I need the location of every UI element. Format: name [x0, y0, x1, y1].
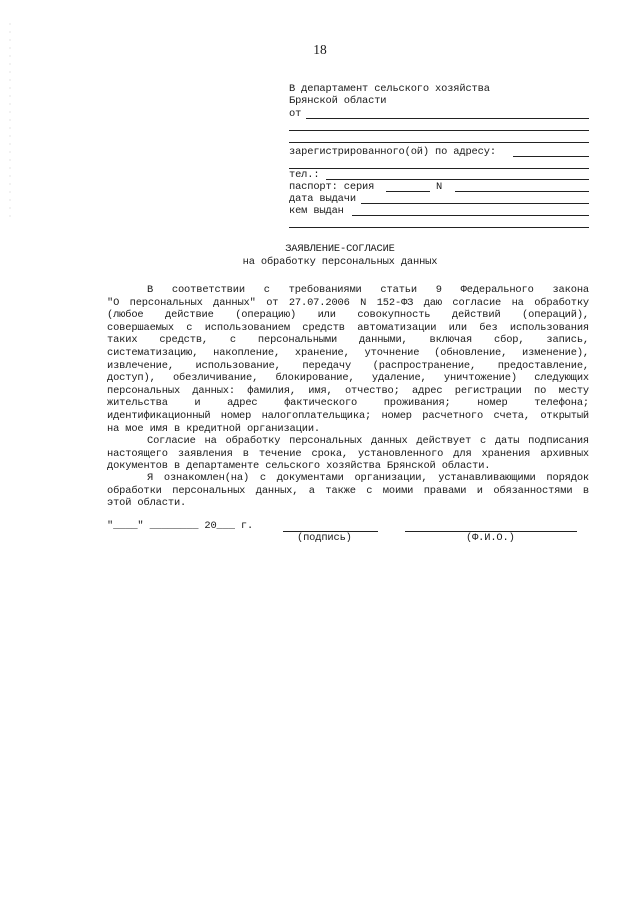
text-line: идентификационный номер налогоплательщика; номер расчетного счета, открытый: [107, 409, 589, 422]
text-line: персональных данных: фамилия, имя, отчество; адрес регистрации по месту: [107, 384, 589, 397]
text-line: систематизацию, накопление, хранение, уточнение (обновление, изменение),: [107, 346, 589, 359]
signature-caption: (подпись): [297, 532, 352, 544]
text-line: В соответствии с требованиями статьи 9 Федерального закона: [147, 284, 589, 296]
document-title: ЗАЯВЛЕНИЕ-СОГЛАСИЕ: [285, 243, 395, 255]
issued-by-label: кем выдан: [289, 205, 344, 217]
passport-series-field[interactable]: [386, 191, 430, 192]
passport-number-field[interactable]: [455, 191, 589, 192]
document-subtitle: на обработку персональных данных: [242, 256, 438, 268]
from-field[interactable]: [306, 118, 589, 119]
text-line: таких средств, с персональными данными, включая сбор, запись,: [107, 334, 589, 347]
from-field-2[interactable]: [289, 130, 589, 131]
passport-number-label: N: [436, 181, 443, 193]
text-line: обработки персональных данных, а также с моими правами и обязанностями в: [107, 484, 589, 497]
text-line: (любое действие (операцию) или совокупность действий (операций),: [107, 309, 589, 322]
issue-date-field[interactable]: [361, 203, 589, 204]
text-line: Я ознакомлен(на) с документами организации, устанавливающими порядок: [147, 472, 589, 484]
address-field-2[interactable]: [289, 168, 589, 169]
addressee-line-1: В департамент сельского хозяйства: [289, 83, 490, 95]
text-line: доступ), обезличивание, блокирование, удаление, уничтожение) следующих: [107, 372, 589, 385]
issued-by-field-2[interactable]: [289, 227, 589, 228]
validity-paragraph: [107, 435, 589, 473]
text-line: жительства и адрес фактического проживания; номер телефона;: [107, 397, 589, 410]
text-line: "О персональных данных" от 27.07.2006 N 152-ФЗ даю согласие на обработку: [107, 296, 589, 309]
text-line: извлечение, использование, передачу (распространение, предоставление,: [107, 359, 589, 372]
address-field[interactable]: [513, 156, 589, 157]
phone-field[interactable]: [326, 179, 589, 180]
text-line: настоящего заявления в течение срока, установленного для хранения архивных: [107, 447, 589, 460]
acknowledgement-paragraph: [107, 472, 589, 510]
from-field-3[interactable]: [289, 142, 589, 143]
from-label: от: [289, 108, 302, 120]
passport-series-label: паспорт: серия: [289, 181, 375, 193]
issued-by-field[interactable]: [352, 215, 589, 216]
text-line: совершаемых с использованием средств автоматизации или без использования: [107, 321, 589, 334]
registered-address-label: зарегистрированного(ой) по адресу:: [289, 146, 496, 158]
page-number: 18: [313, 42, 327, 57]
issue-date-label: дата выдачи: [289, 193, 356, 205]
text-line: документов в департаменте сельского хозяйства Брянской области.: [107, 460, 491, 473]
text-line: этой области.: [107, 497, 187, 510]
phone-label: тел.:: [289, 169, 320, 181]
date-field[interactable]: "____" ________ 20___ г.: [107, 520, 254, 532]
addressee-line-2: Брянской области: [289, 95, 387, 107]
full-name-caption: (Ф.И.О.): [466, 532, 515, 544]
consent-paragraph: [107, 284, 589, 435]
text-line: на мое имя в кредитной организации.: [107, 422, 320, 435]
text-line: Согласие на обработку персональных данных действует с даты подписания: [147, 435, 589, 447]
